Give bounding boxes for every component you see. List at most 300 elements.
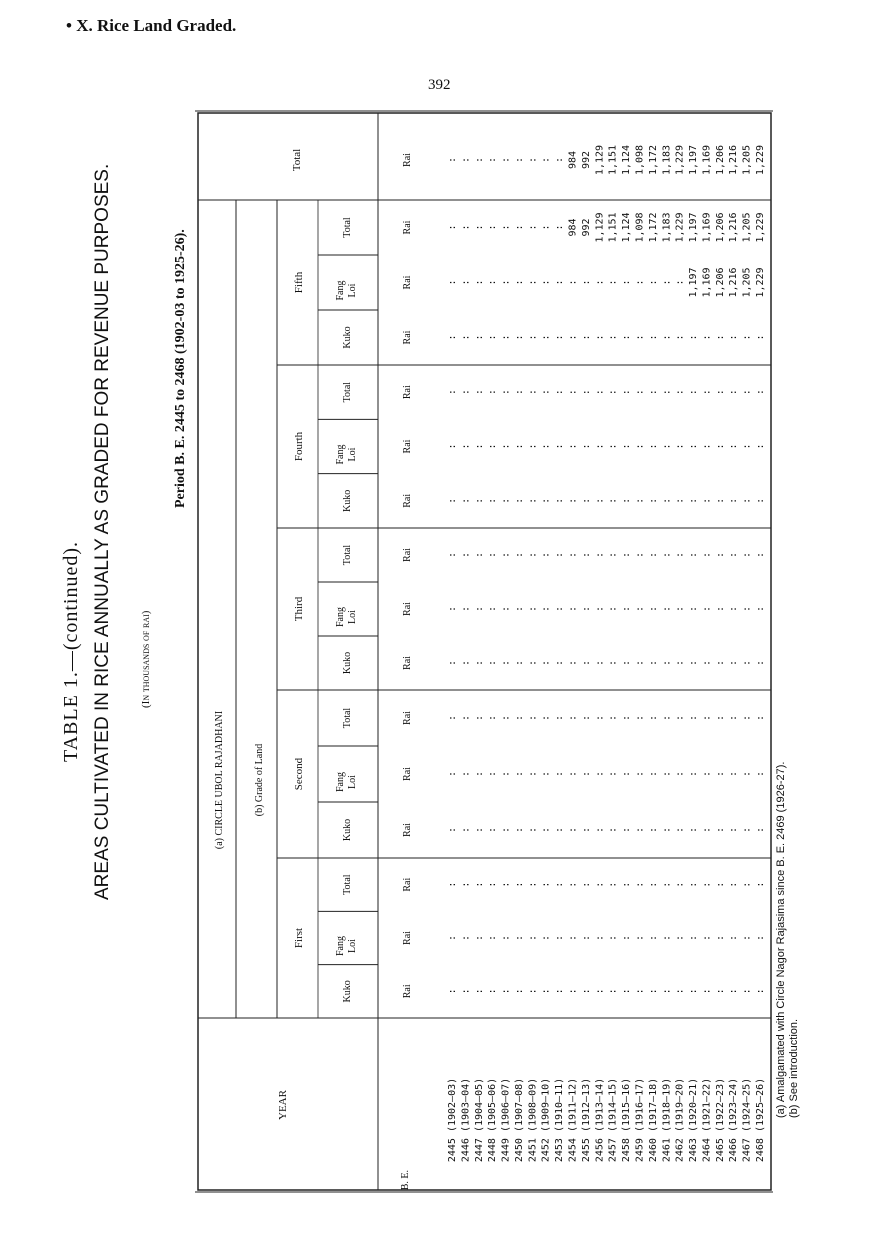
empty-cell: :	[674, 881, 686, 888]
grade-label-2: Third	[293, 596, 305, 622]
empty-cell: :	[688, 934, 700, 942]
unit-label: Rai	[402, 931, 413, 945]
subcol-label: Loi	[347, 610, 358, 624]
grand-total-value: 1,124	[621, 144, 633, 176]
empty-cell: :	[607, 714, 619, 722]
empty-cell: :	[460, 659, 472, 667]
data-value: 1,197	[688, 267, 700, 298]
empty-cell: :	[527, 389, 539, 396]
empty-cell: :	[621, 605, 633, 613]
empty-cell: :	[701, 605, 713, 613]
empty-cell: :	[607, 988, 619, 995]
empty-cell: :	[688, 659, 700, 667]
unit-label: Rai	[402, 153, 413, 167]
empty-cell: :	[473, 551, 485, 559]
empty-cell: :	[460, 770, 472, 778]
data-value: 1,129	[594, 212, 606, 243]
empty-cell: :	[554, 605, 566, 613]
empty-cell: :	[701, 881, 713, 888]
empty-cell: :	[607, 551, 619, 559]
empty-cell: :	[634, 334, 646, 341]
empty-cell: :	[473, 770, 485, 778]
empty-cell: :	[447, 279, 458, 286]
empty-cell: :	[554, 443, 566, 450]
empty-cell: :	[621, 934, 633, 942]
unit-label: Rai	[402, 711, 413, 725]
empty-cell: :	[714, 988, 726, 995]
empty-cell: :	[607, 497, 619, 504]
empty-cell: :	[755, 770, 766, 778]
empty-cell: :	[701, 934, 713, 942]
empty-cell: :	[513, 826, 525, 834]
empty-cell: :	[714, 551, 726, 559]
empty-cell: :	[594, 770, 606, 778]
empty-cell: :	[701, 389, 713, 396]
grand-total-value: 1,172	[647, 144, 659, 176]
empty-cell: :	[714, 770, 726, 778]
empty-cell: :	[594, 934, 606, 942]
empty-cell: :	[540, 497, 552, 504]
empty-cell: :	[647, 389, 659, 396]
empty-cell: :	[647, 443, 659, 450]
year-row-label: 2445 (1902–03)	[447, 1077, 458, 1163]
empty-cell: :	[500, 334, 512, 341]
grand-total-value: 1,151	[607, 144, 619, 176]
empty-cell: :	[755, 714, 766, 722]
empty-cell: :	[621, 988, 633, 995]
grade-header: (b) Grade of Land	[254, 743, 265, 817]
empty-cell: :	[634, 659, 646, 667]
empty-cell: :	[487, 156, 499, 164]
empty-cell: :	[487, 988, 499, 995]
empty-cell: :	[688, 770, 700, 778]
empty-cell: :	[755, 334, 766, 341]
empty-cell: :	[447, 389, 458, 396]
empty-cell: :	[621, 770, 633, 778]
empty-cell: :	[513, 551, 525, 559]
empty-cell: :	[500, 934, 512, 942]
subcol-label: Kuko	[342, 818, 353, 842]
empty-cell: :	[741, 334, 753, 341]
year-row-label: 2454 (1911–12)	[567, 1077, 579, 1163]
empty-cell: :	[674, 659, 686, 667]
empty-cell: :	[607, 934, 619, 942]
total-header: Total	[291, 148, 303, 172]
empty-cell: :	[554, 714, 566, 722]
empty-cell: :	[473, 659, 485, 667]
year-row-label: 2450 (1907–08)	[513, 1077, 525, 1163]
empty-cell: :	[701, 334, 713, 341]
empty-cell: :	[594, 988, 606, 995]
empty-cell: :	[647, 714, 659, 722]
data-value: 1,169	[701, 267, 713, 298]
grand-total-value: 1,205	[741, 144, 753, 176]
empty-cell: :	[567, 497, 579, 504]
period-line: Period B. E. 2445 to 2468 (1902-03 to 1925-26).	[173, 229, 188, 508]
year-row-label: 2462 (1919–20)	[674, 1077, 686, 1163]
empty-cell: :	[460, 279, 472, 286]
year-row-label: 2461 (1918–19)	[661, 1077, 673, 1163]
empty-cell: :	[594, 279, 606, 286]
subcol-label: Loi	[347, 775, 358, 789]
empty-cell: :	[580, 881, 592, 888]
unit-label: Rai	[402, 275, 413, 290]
empty-cell: :	[728, 497, 740, 504]
empty-cell: :	[527, 224, 539, 231]
empty-cell: :	[460, 389, 472, 396]
empty-cell: :	[540, 605, 552, 613]
year-row-label: 2446 (1903–04)	[460, 1077, 472, 1163]
empty-cell: :	[621, 389, 633, 396]
empty-cell: :	[554, 988, 566, 995]
subcol-label: Total	[342, 707, 353, 729]
subcol-label: Fang	[335, 280, 346, 301]
empty-cell: :	[661, 443, 673, 450]
grand-total-value: 1,098	[634, 144, 646, 176]
empty-cell: :	[487, 497, 499, 504]
empty-cell: :	[527, 934, 539, 942]
subcol-label: Fang	[335, 936, 346, 956]
empty-cell: :	[647, 770, 659, 778]
empty-cell: :	[527, 334, 539, 341]
year-prefix: B. E.	[400, 1170, 411, 1191]
empty-cell: :	[460, 714, 472, 722]
empty-cell: :	[540, 714, 552, 722]
empty-cell: :	[634, 714, 646, 722]
empty-cell: :	[554, 934, 566, 942]
empty-cell: :	[674, 714, 686, 722]
empty-cell: :	[741, 497, 753, 504]
empty-cell: :	[741, 988, 753, 995]
data-value: 1,206	[714, 212, 726, 243]
empty-cell: :	[661, 389, 673, 396]
grand-total-value: 1,229	[674, 144, 686, 176]
empty-cell: :	[447, 770, 458, 778]
empty-cell: :	[567, 881, 579, 888]
empty-cell: :	[594, 881, 606, 888]
empty-cell: :	[447, 881, 458, 888]
empty-cell: :	[714, 826, 726, 834]
empty-cell: :	[728, 988, 740, 995]
subcol-label: Loi	[347, 447, 358, 462]
empty-cell: :	[513, 389, 525, 396]
empty-cell: :	[594, 334, 606, 341]
empty-cell: :	[540, 334, 552, 341]
empty-cell: :	[674, 770, 686, 778]
year-row-label: 2447 (1904–05)	[473, 1077, 485, 1163]
data-value: 992	[580, 218, 592, 237]
empty-cell: :	[714, 934, 726, 942]
grade-label-1: Second	[293, 757, 305, 791]
data-value: 1,151	[607, 212, 619, 243]
empty-cell: :	[634, 826, 646, 834]
empty-cell: :	[513, 443, 525, 450]
empty-cell: :	[674, 443, 686, 450]
empty-cell: :	[447, 443, 458, 450]
empty-cell: :	[540, 389, 552, 396]
empty-cell: :	[540, 934, 552, 942]
data-value: 1,197	[688, 212, 700, 243]
empty-cell: :	[513, 224, 525, 231]
empty-cell: :	[701, 443, 713, 450]
empty-cell: :	[755, 934, 766, 942]
empty-cell: :	[607, 881, 619, 888]
empty-cell: :	[540, 988, 552, 995]
empty-cell: :	[634, 988, 646, 995]
data-value: 1,229	[674, 212, 686, 243]
unit-label: Rai	[402, 877, 413, 892]
empty-cell: :	[714, 881, 726, 888]
empty-cell: :	[580, 988, 592, 995]
year-row-label: 2455 (1912–13)	[580, 1077, 592, 1163]
empty-cell: :	[701, 551, 713, 559]
unit-label: Rai	[402, 439, 413, 454]
empty-cell: :	[473, 156, 485, 164]
data-value: 1,124	[621, 212, 633, 243]
empty-cell: :	[607, 659, 619, 667]
empty-cell: :	[674, 551, 686, 559]
empty-cell: :	[701, 770, 713, 778]
empty-cell: :	[513, 497, 525, 504]
empty-cell: :	[473, 334, 485, 341]
year-row-label: 2448 (1905–06)	[487, 1077, 499, 1163]
empty-cell: :	[580, 443, 592, 450]
empty-cell: :	[741, 714, 753, 722]
empty-cell: :	[567, 770, 579, 778]
year-row-label: 2466 (1923–24)	[728, 1077, 740, 1163]
empty-cell: :	[473, 934, 485, 942]
empty-cell: :	[447, 224, 458, 231]
empty-cell: :	[460, 551, 472, 559]
subcol-label: Kuko	[342, 489, 353, 512]
empty-cell: :	[741, 389, 753, 396]
empty-cell: :	[460, 826, 472, 834]
empty-cell: :	[567, 443, 579, 450]
empty-cell: :	[527, 659, 539, 667]
empty-cell: :	[447, 934, 458, 942]
empty-cell: :	[634, 934, 646, 942]
empty-cell: :	[634, 497, 646, 504]
empty-cell: :	[500, 988, 512, 995]
empty-cell: :	[634, 881, 646, 888]
empty-cell: :	[513, 714, 525, 722]
empty-cell: :	[527, 551, 539, 559]
empty-cell: :	[527, 605, 539, 613]
empty-cell: :	[607, 334, 619, 341]
unit-label: Rai	[402, 823, 413, 837]
footnote-b: (b) See introduction.	[788, 1018, 800, 1118]
empty-cell: :	[580, 497, 592, 504]
year-row-label: 2451 (1908–09)	[527, 1077, 539, 1163]
empty-cell: :	[728, 659, 740, 667]
empty-cell: :	[674, 988, 686, 995]
empty-cell: :	[621, 659, 633, 667]
empty-cell: :	[688, 334, 700, 341]
empty-cell: :	[647, 279, 659, 286]
empty-cell: :	[554, 659, 566, 667]
unit-label: Rai	[402, 220, 413, 235]
data-value: 984	[567, 218, 579, 237]
empty-cell: :	[607, 389, 619, 396]
empty-cell: :	[634, 279, 646, 286]
empty-cell: :	[634, 389, 646, 396]
year-row-label: 2459 (1916–17)	[634, 1077, 646, 1163]
unit-label: Rai	[402, 602, 413, 616]
empty-cell: :	[527, 443, 539, 450]
empty-cell: :	[500, 770, 512, 778]
subcol-label: Total	[342, 217, 353, 238]
empty-cell: :	[567, 279, 579, 286]
empty-cell: :	[513, 988, 525, 995]
empty-cell: :	[473, 881, 485, 888]
empty-cell: :	[554, 770, 566, 778]
empty-cell: :	[647, 497, 659, 504]
empty-cell: :	[674, 279, 686, 286]
empty-cell: :	[701, 659, 713, 667]
data-value: 1,172	[647, 212, 659, 243]
empty-cell: :	[607, 443, 619, 450]
empty-cell: :	[755, 659, 766, 667]
empty-cell: :	[580, 551, 592, 559]
empty-cell: :	[728, 934, 740, 942]
empty-cell: :	[621, 881, 633, 888]
empty-cell: :	[500, 156, 512, 164]
year-row-label: 2452 (1909–10)	[540, 1077, 552, 1163]
subcol-label: Fang	[335, 444, 346, 465]
empty-cell: :	[473, 389, 485, 396]
grand-total-value: 992	[580, 150, 592, 170]
empty-cell: :	[755, 497, 766, 504]
empty-cell: :	[567, 988, 579, 995]
empty-cell: :	[540, 826, 552, 834]
empty-cell: :	[634, 551, 646, 559]
empty-cell: :	[647, 934, 659, 942]
year-row-label: 2465 (1922–23)	[714, 1077, 726, 1163]
empty-cell: :	[688, 714, 700, 722]
subcol-label: Kuko	[342, 651, 353, 675]
empty-cell: :	[500, 881, 512, 888]
subcol-label: Total	[342, 381, 353, 403]
empty-cell: :	[473, 605, 485, 613]
empty-cell: :	[540, 279, 552, 286]
empty-cell: :	[594, 389, 606, 396]
empty-cell: :	[714, 714, 726, 722]
empty-cell: :	[447, 988, 458, 995]
empty-cell: :	[621, 497, 633, 504]
empty-cell: :	[674, 934, 686, 942]
empty-cell: :	[567, 659, 579, 667]
grade-label-0: First	[293, 927, 305, 949]
empty-cell: :	[513, 770, 525, 778]
grade-label-3: Fourth	[293, 431, 305, 462]
empty-cell: :	[661, 934, 673, 942]
empty-cell: :	[741, 826, 753, 834]
empty-cell: :	[688, 497, 700, 504]
empty-cell: :	[621, 334, 633, 341]
empty-cell: :	[473, 826, 485, 834]
empty-cell: :	[500, 551, 512, 559]
empty-cell: :	[473, 988, 485, 995]
year-row-label: 2449 (1906–07)	[500, 1077, 512, 1163]
empty-cell: :	[500, 605, 512, 613]
empty-cell: :	[714, 389, 726, 396]
empty-cell: :	[473, 443, 485, 450]
year-row-label: 2457 (1914–15)	[607, 1077, 619, 1163]
empty-cell: :	[487, 224, 499, 231]
empty-cell: :	[594, 551, 606, 559]
empty-cell: :	[554, 497, 566, 504]
empty-cell: :	[728, 443, 740, 450]
empty-cell: :	[621, 714, 633, 722]
empty-cell: :	[594, 714, 606, 722]
empty-cell: :	[728, 551, 740, 559]
year-row-label: 2463 (1920–21)	[688, 1077, 700, 1163]
empty-cell: :	[661, 497, 673, 504]
empty-cell: :	[447, 826, 458, 834]
empty-cell: :	[513, 334, 525, 341]
empty-cell: :	[554, 224, 566, 231]
empty-cell: :	[607, 279, 619, 286]
empty-cell: :	[580, 605, 592, 613]
empty-cell: :	[674, 826, 686, 834]
grand-total-value: 1,197	[688, 144, 700, 176]
empty-cell: :	[714, 605, 726, 613]
empty-cell: :	[447, 551, 458, 559]
empty-cell: :	[500, 443, 512, 450]
subcol-label: Fang	[335, 607, 346, 627]
year-row-label: 2468 (1925–26)	[755, 1077, 766, 1163]
empty-cell: :	[540, 770, 552, 778]
empty-cell: :	[487, 826, 499, 834]
empty-cell: :	[527, 770, 539, 778]
empty-cell: :	[460, 156, 472, 164]
empty-cell: :	[755, 551, 766, 559]
empty-cell: :	[513, 659, 525, 667]
empty-cell: :	[741, 881, 753, 888]
empty-cell: :	[567, 714, 579, 722]
data-value: 1,229	[755, 212, 766, 243]
year-header: YEAR	[277, 1090, 289, 1120]
empty-cell: :	[460, 988, 472, 995]
subcol-label: Total	[342, 544, 353, 566]
empty-cell: :	[647, 334, 659, 341]
empty-cell: :	[621, 551, 633, 559]
empty-cell: :	[688, 826, 700, 834]
empty-cell: :	[513, 881, 525, 888]
empty-cell: :	[647, 826, 659, 834]
empty-cell: :	[661, 770, 673, 778]
empty-cell: :	[487, 881, 499, 888]
empty-cell: :	[500, 714, 512, 722]
empty-cell: :	[487, 334, 499, 341]
subcol-label: Loi	[347, 283, 358, 298]
empty-cell: :	[540, 156, 552, 164]
empty-cell: :	[540, 551, 552, 559]
empty-cell: :	[500, 659, 512, 667]
empty-cell: :	[755, 881, 766, 888]
empty-cell: :	[460, 881, 472, 888]
empty-cell: :	[513, 605, 525, 613]
data-value: 1,229	[755, 267, 766, 298]
empty-cell: :	[607, 770, 619, 778]
empty-cell: :	[580, 714, 592, 722]
data-value: 1,098	[634, 212, 646, 243]
empty-cell: :	[661, 551, 673, 559]
empty-cell: :	[580, 334, 592, 341]
empty-cell: :	[447, 659, 458, 667]
empty-cell: :	[487, 443, 499, 450]
empty-cell: :	[674, 389, 686, 396]
